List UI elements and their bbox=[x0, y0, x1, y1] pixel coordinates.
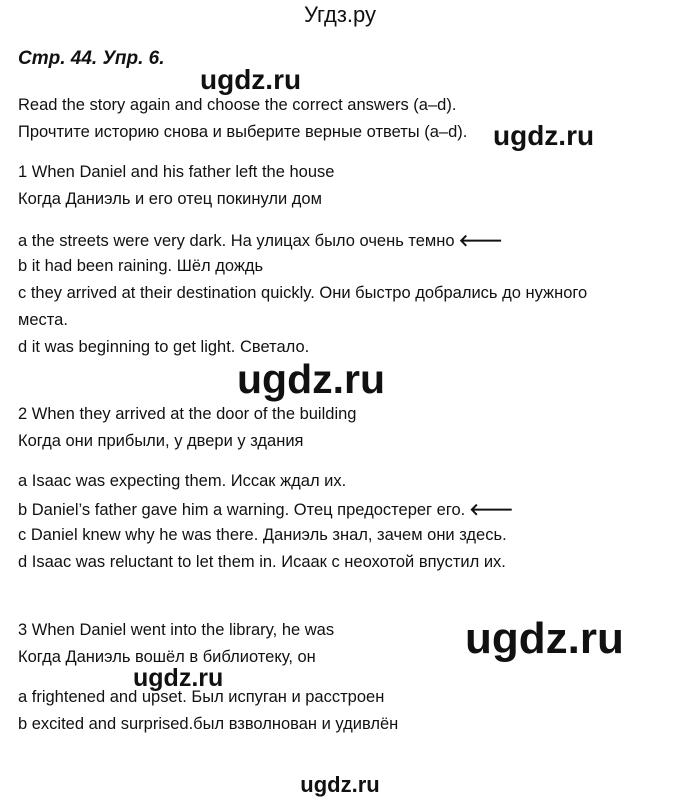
option-3a: a frightened and upset. Был испуган и расстроен bbox=[18, 688, 385, 706]
left-arrow-icon: 🡐 bbox=[458, 232, 503, 250]
option-2b bbox=[18, 499, 514, 520]
option-2c: c Daniel knew why he was there. Даниэль знал, зачем они здесь. bbox=[18, 526, 507, 544]
question-3-en: 3 When Daniel went into the library, he was bbox=[18, 621, 335, 639]
watermark: ugdz.ru bbox=[133, 664, 224, 692]
option-text: a the streets were very dark. На улицах было очень темно bbox=[18, 232, 455, 250]
question-1-ru: Когда Даниэль и его отец покинули дом bbox=[18, 190, 322, 208]
option-1a bbox=[18, 230, 503, 251]
option-1c: c they arrived at their destination quickly. Они быстро добрались до нужного bbox=[18, 284, 588, 302]
site-header: Угдз.ру bbox=[303, 2, 377, 27]
watermark: ugdz.ru bbox=[200, 64, 302, 95]
option-1c-continued: места. bbox=[18, 311, 68, 329]
footer-watermark: ugdz.ru bbox=[300, 772, 380, 797]
instruction-en: Read the story again and choose the correct answers (a–d). bbox=[18, 96, 457, 114]
instruction-ru: Прочтите историю снова и выберите верные ответы (a–d). bbox=[18, 123, 468, 141]
question-1-en: 1 When Daniel and his father left the house bbox=[18, 163, 335, 181]
option-1b: b it had been raining. Шёл дождь bbox=[18, 257, 264, 275]
page-reference: Стр. 44. Упр. 6. bbox=[18, 48, 165, 69]
question-3-ru: Когда Даниэль вошёл в библиотеку, он bbox=[18, 648, 316, 666]
question-2-ru: Когда они прибыли, у двери у здания bbox=[18, 432, 304, 450]
option-3b: b excited and surprised.был взволнован и удивлён bbox=[18, 715, 399, 733]
left-arrow-icon: 🡐 bbox=[469, 501, 514, 519]
watermark: ugdz.ru bbox=[465, 614, 624, 663]
question-2-en: 2 When they arrived at the door of the building bbox=[18, 405, 357, 423]
watermark: ugdz.ru bbox=[237, 356, 386, 402]
option-2a: a Isaac was expecting them. Иссак ждал их. bbox=[18, 472, 347, 490]
option-text: b Daniel’s father gave him a warning. Отец предостерег его. bbox=[18, 501, 466, 519]
watermark: ugdz.ru bbox=[493, 120, 595, 151]
option-1d: d it was beginning to get light. Светало. bbox=[18, 338, 310, 356]
option-2d: d Isaac was reluctant to let them in. Исаак с неохотой впустил их. bbox=[18, 553, 506, 571]
